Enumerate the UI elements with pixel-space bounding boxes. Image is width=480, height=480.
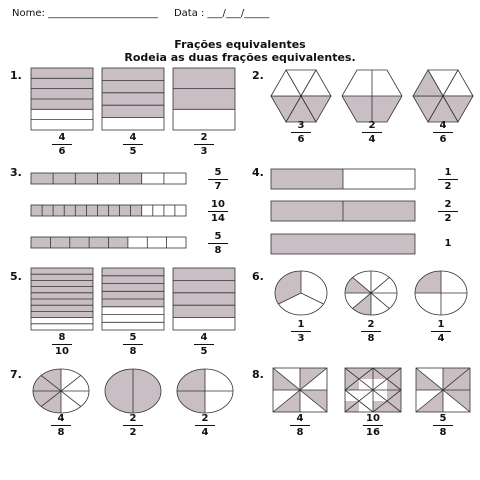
- ex4-whole-number: 1: [444, 238, 452, 249]
- ex3-strip-c: [31, 237, 186, 248]
- ex7-circle-b: [105, 368, 161, 414]
- ex6-fraction-a: 1 3: [287, 319, 315, 344]
- ex5-fraction-b: 5 8: [119, 332, 147, 357]
- ex6-circle-b: [345, 270, 397, 316]
- ex5-fraction-a: 8 10: [48, 332, 76, 357]
- ex7-circle-c: [177, 368, 233, 414]
- exercise-4-number: 4.: [252, 166, 264, 179]
- ex4-fraction-a: 1 2: [434, 167, 462, 192]
- exercise-1-number: 1.: [10, 69, 22, 82]
- name-label: Nome: ______________________: [12, 8, 159, 19]
- ex6-circle-c: [415, 270, 467, 316]
- ex6-fraction-c: 1 4: [427, 319, 455, 344]
- ex3-strip-a: [31, 173, 186, 184]
- ex6-circle-a: [275, 270, 327, 316]
- ex8-fraction-b: 10 16: [359, 413, 387, 438]
- ex3-fraction-b: 10 14: [204, 199, 232, 224]
- ex1-rect-a: [31, 68, 93, 130]
- ex5-fraction-c: 4 5: [190, 332, 218, 357]
- exercise-3-number: 3.: [10, 166, 22, 179]
- exercise-6-number: 6.: [252, 270, 264, 283]
- ex2-fraction-c: 4 6: [429, 120, 457, 145]
- page-title: Frações equivalentes: [174, 38, 306, 51]
- ex4-fraction-b: 2 2: [434, 199, 462, 224]
- ex4-bar-b: [271, 201, 415, 221]
- ex5-rect-a: [31, 268, 93, 330]
- ex1-fraction-c: 2 3: [190, 132, 218, 157]
- ex1-fraction-b: 4 5: [119, 132, 147, 157]
- ex7-fraction-b: 2 2: [119, 413, 147, 438]
- exercise-7-number: 7.: [10, 368, 22, 381]
- exercise-2-number: 2.: [252, 69, 264, 82]
- ex4-bar-c: [271, 234, 415, 254]
- ex5-rect-b: [102, 268, 164, 330]
- ex2-fraction-b: 2 4: [358, 120, 386, 145]
- exercise-5-number: 5.: [10, 270, 22, 283]
- ex2-hexagon-a: [271, 70, 331, 122]
- ex3-strip-b: [31, 205, 186, 216]
- ex1-fraction-a: 4 6: [48, 132, 76, 157]
- ex2-hexagon-b: [342, 70, 402, 122]
- ex4-bar-a: [271, 169, 415, 189]
- ex6-fraction-b: 2 8: [357, 319, 385, 344]
- ex8-square-b: [345, 368, 401, 412]
- ex7-fraction-a: 4 8: [47, 413, 75, 438]
- ex8-fraction-a: 4 8: [286, 413, 314, 438]
- ex3-fraction-a: 5 7: [204, 167, 232, 192]
- ex2-fraction-a: 3 6: [287, 120, 315, 145]
- ex2-hexagon-c: [413, 70, 473, 122]
- ex5-rect-c: [173, 268, 235, 330]
- ex7-circle-a: [33, 368, 89, 414]
- ex8-square-a: [273, 368, 327, 412]
- ex3-fraction-c: 5 8: [204, 231, 232, 256]
- ex8-square-c: [416, 368, 470, 412]
- exercise-8-number: 8.: [252, 368, 264, 381]
- header: [12, 8, 269, 19]
- ex1-rect-c: [173, 68, 235, 130]
- page-instruction: Rodeia as duas frações equivalentes.: [124, 51, 356, 64]
- ex8-fraction-c: 5 8: [429, 413, 457, 438]
- ex1-rect-b: [102, 68, 164, 130]
- ex7-fraction-c: 2 4: [191, 413, 219, 438]
- date-label: Data : ___/___/_____: [173, 8, 270, 19]
